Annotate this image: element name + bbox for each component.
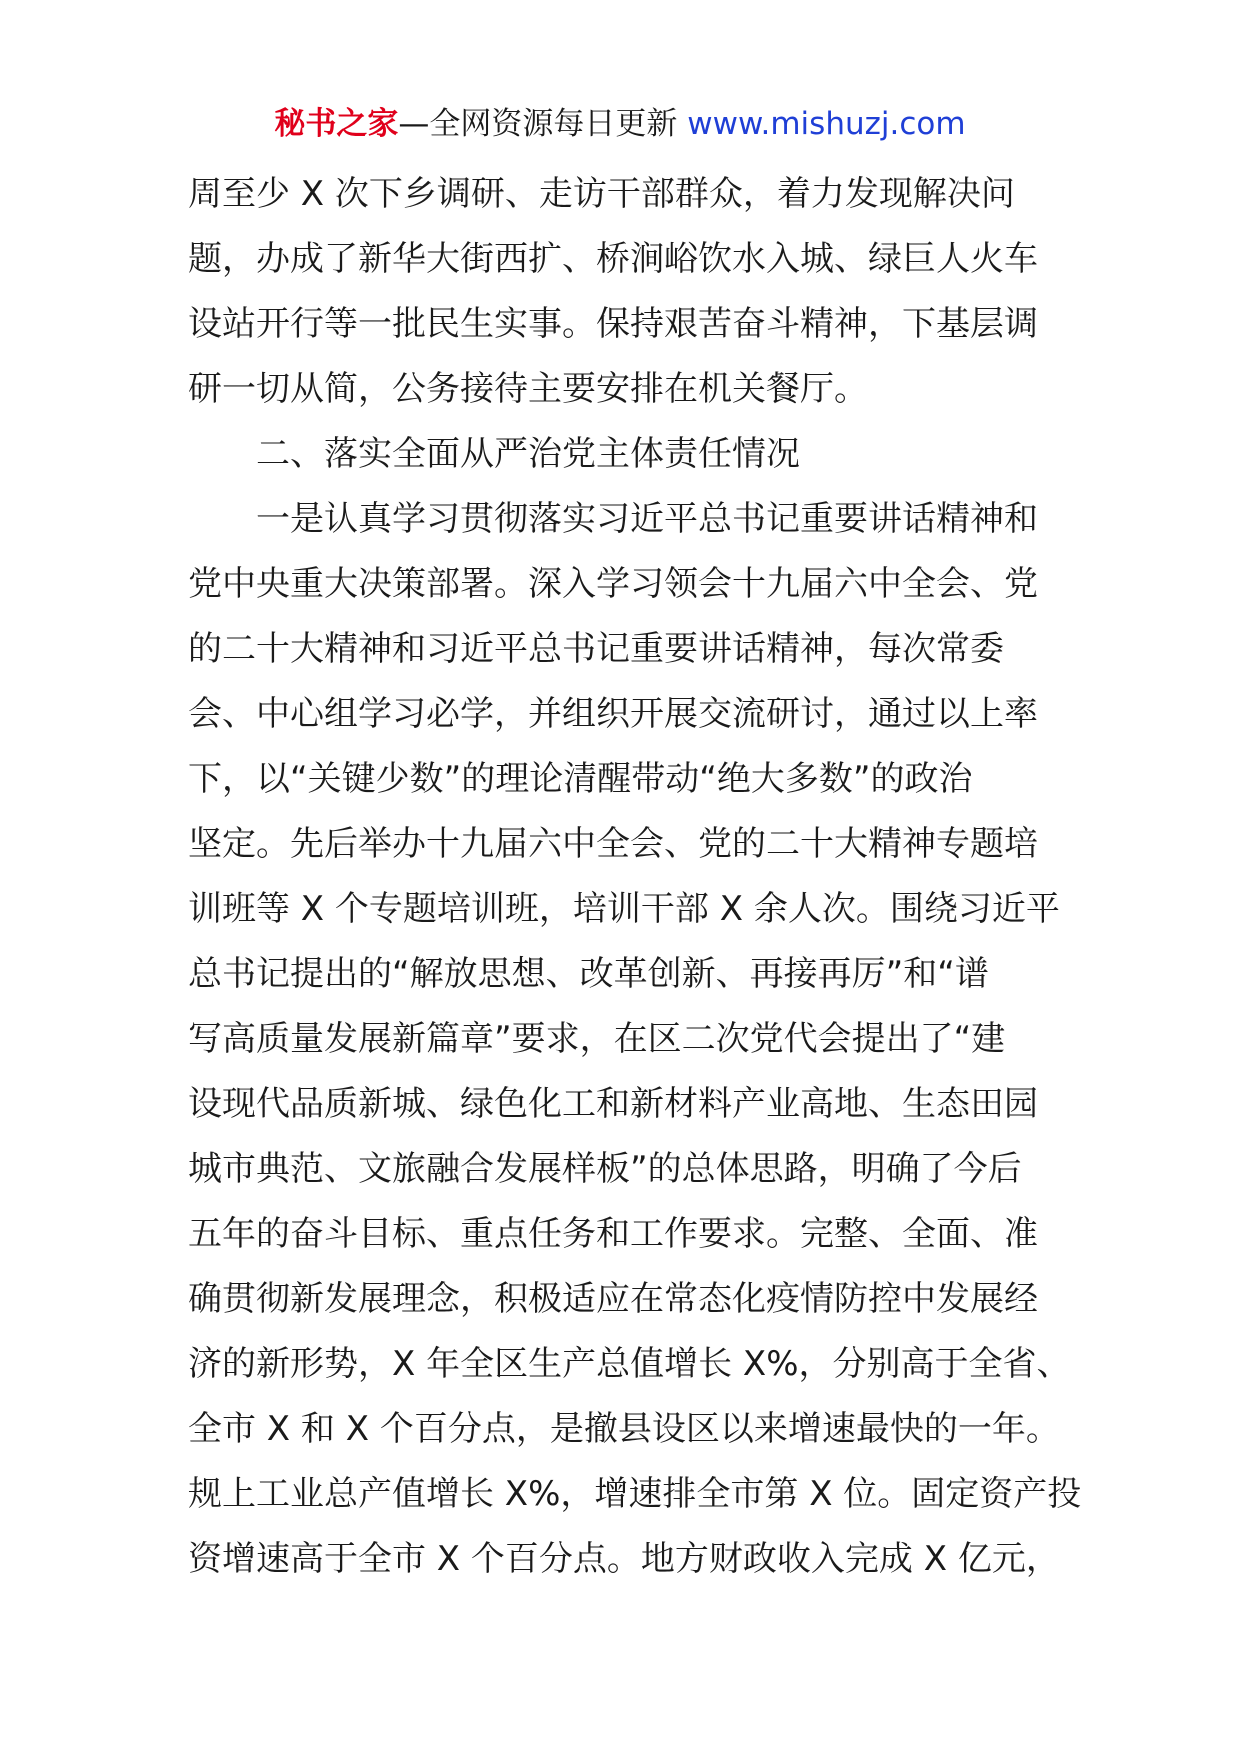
body-line: 坚定。先后举办十九届六中全会、党的二十大精神专题培 xyxy=(188,824,1038,864)
document-body xyxy=(188,162,1082,1592)
body-line: 设现代品质新城、绿色化工和新材料产业高地、生态田园 xyxy=(188,1084,1038,1124)
site-url-link[interactable]: www.mishuzj.com xyxy=(687,106,966,142)
body-line: 设站开行等一批民生实事。保持艰苦奋斗精神，下基层调 xyxy=(188,304,1038,344)
body-line: 下，以“关键少数”的理论清醒带动“绝大多数”的政治 xyxy=(188,759,973,799)
brand-name: 秘书之家 xyxy=(274,106,399,142)
paragraph-start: 一是认真学习贯彻落实习近平总书记重要讲话精神和 xyxy=(256,499,1038,539)
body-line: 题，办成了新华大街西扩、桥涧峪饮水入城、绿巨人火车 xyxy=(188,239,1038,279)
body-line: 写高质量发展新篇章”要求，在区二次党代会提出了“建 xyxy=(188,1019,1006,1059)
body-line: 城市典范、文旅融合发展样板”的总体思路，明确了今后 xyxy=(188,1149,1022,1189)
header-tagline: —全网资源每日更新 xyxy=(398,106,678,142)
section-heading: 二、落实全面从严治党主体责任情况 xyxy=(256,434,800,474)
body-line: 规上工业总产值增长 X%，增速排全市第 X 位。固定资产投 xyxy=(188,1474,1082,1514)
body-line: 确贯彻新发展理念，积极适应在常态化疫情防控中发展经 xyxy=(188,1279,1038,1319)
body-line: 总书记提出的“解放思想、改革创新、再接再厉”和“谱 xyxy=(188,954,989,994)
body-line: 五年的奋斗目标、重点任务和工作要求。完整、全面、准 xyxy=(188,1214,1038,1254)
body-line: 训班等 X 个专题培训班，培训干部 X 余人次。围绕习近平 xyxy=(188,889,1060,929)
body-line: 研一切从简，公务接待主要安排在机关餐厅。 xyxy=(188,369,868,409)
body-line: 资增速高于全市 X 个百分点。地方财政收入完成 X 亿元， xyxy=(188,1539,1060,1579)
body-line: 会、中心组学习必学，并组织开展交流研讨，通过以上率 xyxy=(188,694,1038,734)
body-line: 济的新形势，X 年全区生产总值增长 X%，分别高于全省、 xyxy=(188,1344,1071,1384)
body-line: 周至少 X 次下乡调研、走访干部群众，着力发现解决问 xyxy=(188,174,1015,214)
site-header xyxy=(0,98,1240,150)
body-line: 的二十大精神和习近平总书记重要讲话精神，每次常委 xyxy=(188,629,1004,669)
body-line: 党中央重大决策部署。深入学习领会十九届六中全会、党 xyxy=(188,564,1038,604)
body-line: 全市 X 和 X 个百分点，是撤县设区以来增速最快的一年。 xyxy=(188,1409,1060,1449)
